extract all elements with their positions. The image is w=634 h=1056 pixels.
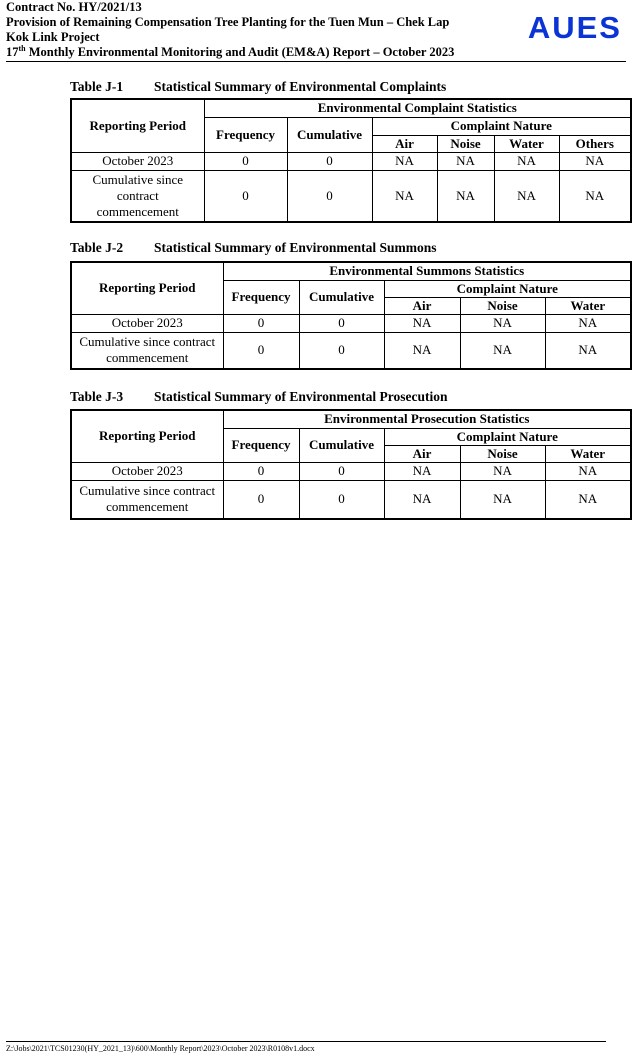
frequency-cell: 0	[223, 314, 299, 332]
period-cell: October 2023	[71, 462, 223, 480]
project-title-line2: Kok Link Project	[6, 30, 100, 44]
table-j1-number: Table J-1	[70, 79, 124, 94]
header-rule	[6, 61, 626, 62]
noise-cell: NA	[460, 332, 545, 369]
report-title-text: Monthly Environmental Monitoring and Audit (EM&A) Report – October 2023	[25, 45, 455, 59]
cumulative-cell: 0	[287, 170, 372, 222]
period-cell: October 2023	[71, 314, 223, 332]
nature-header: Complaint Nature	[384, 280, 631, 297]
frequency-cell: 0	[223, 462, 299, 480]
water-cell: NA	[545, 314, 631, 332]
nature-header: Complaint Nature	[372, 117, 631, 135]
table-j1	[70, 98, 632, 223]
air-cell: NA	[372, 170, 437, 222]
frequency-cell: 0	[223, 332, 299, 369]
frequency-cell: 0	[204, 170, 287, 222]
frequency-cell: 0	[204, 152, 287, 170]
report-title	[6, 45, 626, 60]
group-header: Environmental Summons Statistics	[223, 262, 631, 280]
table-row	[71, 170, 631, 222]
nature-col-water: Water	[545, 445, 631, 462]
nature-col-noise: Noise	[460, 445, 545, 462]
file-path-footer: Z:\Jobs\2021\TCS01230(HY_2021_13)\600\Monthly Report\2023\October 2023\R0108v1.docx	[6, 1044, 315, 1053]
table-row	[71, 152, 631, 170]
period-cell: Cumulative since contract commencement	[71, 170, 204, 222]
group-header: Environmental Prosecution Statistics	[223, 410, 631, 428]
period-cell: Cumulative since contract commencement	[71, 480, 223, 519]
water-cell: NA	[545, 332, 631, 369]
cumulative-cell: 0	[299, 480, 384, 519]
table-j1-title: Statistical Summary of Environmental Complaints	[154, 79, 447, 94]
table-j1-caption	[70, 79, 446, 95]
frequency-header: Frequency	[223, 428, 299, 462]
aues-logo: AUES	[527, 10, 622, 45]
table-row	[71, 332, 631, 369]
cumulative-cell: 0	[287, 152, 372, 170]
water-cell: NA	[494, 170, 559, 222]
cumulative-cell: 0	[299, 462, 384, 480]
others-cell: NA	[559, 152, 631, 170]
nature-col-others: Others	[559, 135, 631, 152]
noise-cell: NA	[437, 152, 494, 170]
period-cell: October 2023	[71, 152, 204, 170]
air-cell: NA	[384, 462, 460, 480]
others-cell: NA	[559, 170, 631, 222]
period-header: Reporting Period	[71, 410, 223, 462]
report-number: 17	[6, 45, 19, 59]
noise-cell: NA	[460, 480, 545, 519]
frequency-cell: 0	[223, 480, 299, 519]
water-cell: NA	[494, 152, 559, 170]
nature-col-air: Air	[372, 135, 437, 152]
frequency-header: Frequency	[223, 280, 299, 314]
cumulative-header: Cumulative	[299, 428, 384, 462]
cumulative-cell: 0	[299, 314, 384, 332]
table-j2-title: Statistical Summary of Environmental Summons	[154, 240, 437, 255]
report-number-suffix: th	[18, 43, 26, 53]
cumulative-header: Cumulative	[299, 280, 384, 314]
table-j2-caption	[70, 240, 437, 256]
nature-col-noise: Noise	[437, 135, 494, 152]
nature-col-air: Air	[384, 297, 460, 314]
group-header: Environmental Complaint Statistics	[204, 99, 631, 117]
noise-cell: NA	[460, 314, 545, 332]
period-cell: Cumulative since contract commencement	[71, 332, 223, 369]
air-cell: NA	[372, 152, 437, 170]
frequency-header: Frequency	[204, 117, 287, 152]
table-j3-title: Statistical Summary of Environmental Prosecution	[154, 389, 448, 404]
nature-col-water: Water	[494, 135, 559, 152]
period-header: Reporting Period	[71, 99, 204, 152]
cumulative-cell: 0	[299, 332, 384, 369]
project-title-line1: Provision of Remaining Compensation Tree Planting for the Tuen Mun – Chek Lap	[6, 15, 450, 29]
water-cell: NA	[545, 480, 631, 519]
noise-cell: NA	[460, 462, 545, 480]
period-header: Reporting Period	[71, 262, 223, 314]
air-cell: NA	[384, 314, 460, 332]
water-cell: NA	[545, 462, 631, 480]
table-row	[71, 462, 631, 480]
cumulative-header: Cumulative	[287, 117, 372, 152]
air-cell: NA	[384, 332, 460, 369]
air-cell: NA	[384, 480, 460, 519]
table-j2	[70, 261, 632, 370]
table-j2-number: Table J-2	[70, 240, 124, 255]
table-row	[71, 480, 631, 519]
nature-col-air: Air	[384, 445, 460, 462]
table-j3-number: Table J-3	[70, 389, 124, 404]
nature-col-water: Water	[545, 297, 631, 314]
table-row	[71, 314, 631, 332]
nature-header: Complaint Nature	[384, 428, 631, 445]
table-j3	[70, 409, 632, 520]
table-j3-caption	[70, 389, 448, 405]
footer-rule	[6, 1041, 606, 1042]
nature-col-noise: Noise	[460, 297, 545, 314]
noise-cell: NA	[437, 170, 494, 222]
contract-number: Contract No. HY/2021/13	[6, 0, 142, 14]
